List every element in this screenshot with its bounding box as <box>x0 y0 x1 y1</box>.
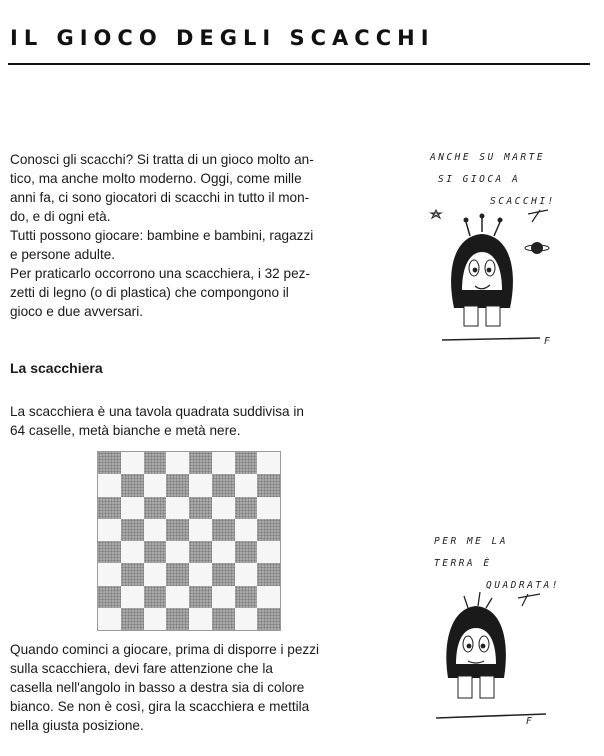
dark-square <box>98 452 121 474</box>
light-square <box>235 563 258 585</box>
dark-square <box>166 608 189 630</box>
light-square <box>166 541 189 563</box>
closing-line: sulla scacchiera, devi fare attenzione che la <box>10 661 273 676</box>
dark-square <box>189 452 212 474</box>
speech-pointer-icon <box>518 594 540 606</box>
dark-square <box>144 586 167 608</box>
dark-square <box>189 497 212 519</box>
dark-square <box>212 519 235 541</box>
light-square <box>257 541 280 563</box>
intro-paragraph <box>10 150 372 321</box>
alien-character <box>442 214 540 341</box>
intro-line: do, e di ogni età. <box>10 209 111 224</box>
dark-square <box>212 563 235 585</box>
dark-square <box>189 586 212 608</box>
dark-square <box>166 474 189 496</box>
light-square <box>166 497 189 519</box>
speech-line: TERRA È <box>434 558 492 569</box>
light-square <box>235 474 258 496</box>
speech-line: ANCHE SU MARTE <box>430 152 546 163</box>
light-square <box>212 452 235 474</box>
dark-square <box>121 608 144 630</box>
dark-square <box>98 497 121 519</box>
speech-line: PER ME LA <box>434 536 508 547</box>
intro-line: gioco e due avversari. <box>10 304 143 319</box>
page-title: IL GIOCO DEGLI SCACCHI <box>10 26 435 50</box>
light-square <box>144 519 167 541</box>
closing-line: nella giusta posizione. <box>10 718 144 733</box>
dark-square <box>212 608 235 630</box>
dark-square <box>235 541 258 563</box>
light-square <box>257 586 280 608</box>
light-square <box>98 474 121 496</box>
light-square <box>212 586 235 608</box>
intro-line: anni fa, ci sono giocatori di scacchi in tutto il mon- <box>10 190 310 205</box>
dark-square <box>98 541 121 563</box>
section-heading: La scacchiera <box>10 360 103 376</box>
square-earth-cartoon <box>428 528 588 738</box>
light-square <box>212 541 235 563</box>
light-square <box>98 519 121 541</box>
dark-square <box>212 474 235 496</box>
intro-line: tico, ma anche molto moderno. Oggi, come mille <box>10 171 302 186</box>
dark-square <box>121 563 144 585</box>
board-text-line: La scacchiera è una tavola quadrata suddivisa in <box>10 404 304 419</box>
light-square <box>144 474 167 496</box>
intro-line: Per praticarlo occorrono una scacchiera, i 32 pez- <box>10 266 310 281</box>
light-square <box>121 452 144 474</box>
chessboard-illustration <box>97 451 281 631</box>
dark-square <box>257 608 280 630</box>
title-rule <box>8 63 590 65</box>
dark-square <box>166 563 189 585</box>
dark-square <box>235 586 258 608</box>
dark-square <box>257 563 280 585</box>
intro-line: Conosci gli scacchi? Si tratta di un gioco molto an- <box>10 152 314 167</box>
dark-square <box>189 541 212 563</box>
character <box>436 592 546 718</box>
dark-square <box>121 519 144 541</box>
board-description <box>10 402 372 440</box>
dark-square <box>166 519 189 541</box>
light-square <box>189 608 212 630</box>
dark-square <box>144 541 167 563</box>
intro-line: zetti di legno (o di plastica) che compongono il <box>10 285 289 300</box>
dark-square <box>257 474 280 496</box>
light-square <box>257 497 280 519</box>
speech-line: QUADRATA! <box>486 580 560 591</box>
closing-line: casella nell'angolo in basso a destra sia di colore <box>10 680 305 695</box>
light-square <box>235 608 258 630</box>
light-square <box>235 519 258 541</box>
artist-signature: F <box>544 336 553 347</box>
star-icon <box>431 210 441 218</box>
light-square <box>144 608 167 630</box>
intro-line: Tutti possono giocare: bambine e bambini, ragazzi <box>10 228 314 243</box>
light-square <box>98 608 121 630</box>
speech-pointer-icon <box>528 210 548 222</box>
artist-signature: F <box>526 716 535 727</box>
closing-line: Quando cominci a giocare, prima di disporre i pezzi <box>10 642 320 657</box>
planet-icon <box>525 242 549 254</box>
light-square <box>166 586 189 608</box>
mars-alien-cartoon <box>420 140 590 360</box>
light-square <box>98 563 121 585</box>
intro-line: e persone adulte. <box>10 247 116 262</box>
dark-square <box>121 474 144 496</box>
light-square <box>212 497 235 519</box>
dark-square <box>144 452 167 474</box>
light-square <box>121 586 144 608</box>
dark-square <box>235 452 258 474</box>
light-square <box>166 452 189 474</box>
dark-square <box>98 586 121 608</box>
board-text-line: 64 caselle, metà bianche e metà nere. <box>10 423 241 438</box>
dark-square <box>235 497 258 519</box>
dark-square <box>257 519 280 541</box>
light-square <box>121 541 144 563</box>
light-square <box>189 519 212 541</box>
light-square <box>257 452 280 474</box>
light-square <box>189 563 212 585</box>
closing-paragraph <box>10 640 372 735</box>
light-square <box>189 474 212 496</box>
dark-square <box>144 497 167 519</box>
speech-line: SCACCHI! <box>490 196 556 207</box>
speech-line: SI GIOCA A <box>438 174 521 185</box>
closing-line: bianco. Se non è così, gira la scacchiera e mettila <box>10 699 310 714</box>
light-square <box>144 563 167 585</box>
light-square <box>121 497 144 519</box>
